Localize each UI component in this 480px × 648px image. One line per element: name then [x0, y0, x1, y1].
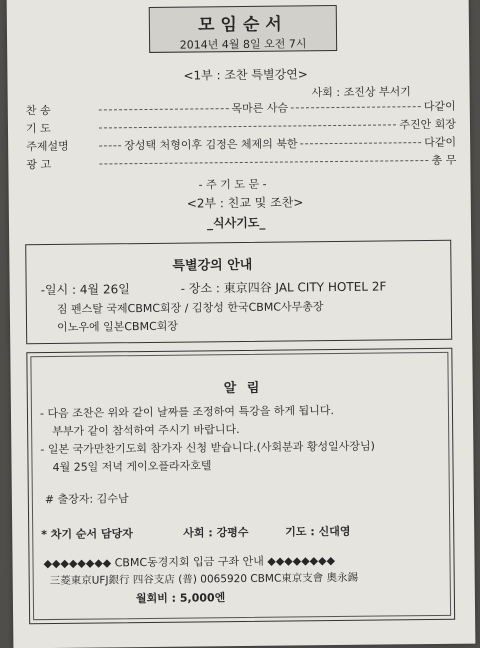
notice-item-2-cont: 4월 25일 저녁 게이오플라자호텔 — [52, 459, 212, 474]
lecture-title: 특별강의 안내 — [172, 257, 253, 274]
program-label: 광 고 — [26, 157, 52, 172]
part2-title: <2부 : 친교 및 조찬> — [186, 195, 304, 211]
title-box — [149, 5, 337, 53]
program-detail: 목마른 사슴 — [231, 101, 289, 116]
next-prayer: 기도 : 신대영 — [285, 524, 351, 539]
traveler-note: # 출장자: 김수남 — [44, 492, 129, 507]
program-label: 찬 송 — [25, 103, 51, 118]
program-sheet — [7, 0, 476, 648]
lecture-date: -일시 : 4월 26일 — [40, 282, 130, 298]
bank-info: 三菱東京UFJ銀行 四谷支店 (普) 0065920 CBMC東京支會 奧永錫 — [49, 571, 359, 588]
notice-title: 알 림 — [223, 380, 263, 397]
part1-host: 사회 : 조진상 부서기 — [311, 85, 411, 100]
program-row-topic — [26, 134, 456, 155]
page-title: 모임순서 — [197, 14, 288, 36]
notice-box — [26, 348, 455, 624]
leader-line — [99, 124, 396, 128]
notice-item-1: - 다음 조찬은 위와 같이 날짜를 조정하여 특강을 하게 됩니다. — [39, 404, 334, 421]
next-host: 사회 : 강평수 — [183, 525, 249, 540]
lords-prayer: - 주 기 도 문 - — [198, 177, 267, 192]
part1-title: <1부 : 조찬 특별강연> — [183, 67, 308, 83]
meal-prayer: _식사기도_ — [206, 215, 266, 231]
lecture-speakers-2: 이노우에 일본CBMC회장 — [56, 319, 179, 334]
notice-item-1-cont: 부부가 같이 참석하여 주시기 바랍니다. — [52, 423, 240, 438]
leader-line — [99, 160, 428, 164]
next-duty-label: * 차기 순서 담당자 — [41, 527, 133, 542]
leader-line — [99, 108, 229, 110]
program-person: 주진안 회장 — [399, 117, 457, 132]
program-detail: 장성택 처형이후 김정은 체제의 북한 — [124, 137, 298, 153]
program-row-hymn — [26, 98, 456, 119]
leader-line — [99, 145, 121, 146]
notice-item-2: - 일본 국가만찬기도회 참가자 신청 받습니다.(사회분과 황성일사장님) — [40, 439, 375, 457]
lecture-speakers: 짐 펜스탈 국제CBMC회장 / 김창성 한국CBMC사무총장 — [56, 300, 324, 316]
date-time: 2014년 4월 8일 오전 7시 — [179, 37, 307, 52]
program-label: 기 도 — [25, 121, 51, 136]
program-row-announce — [26, 152, 456, 173]
leader-line — [291, 106, 421, 108]
program-row-prayer — [26, 116, 456, 137]
lecture-place: - 장소 : 東京四谷 JAL CITY HOTEL 2F — [180, 279, 387, 296]
program-label: 주제설명 — [26, 139, 69, 154]
monthly-fee: 월회비 : 5,000엔 — [135, 591, 226, 606]
program-person: 총 무 — [431, 153, 457, 167]
lecture-box — [25, 240, 452, 344]
program-person: 다같이 — [423, 99, 456, 114]
leader-line — [301, 142, 422, 144]
program-person: 다같이 — [424, 135, 457, 150]
bank-header: ◆◆◆◆◆◆◆◆ CBMC동경지회 입금 구좌 안내 ◆◆◆◆◆◆◆◆ — [43, 554, 336, 571]
